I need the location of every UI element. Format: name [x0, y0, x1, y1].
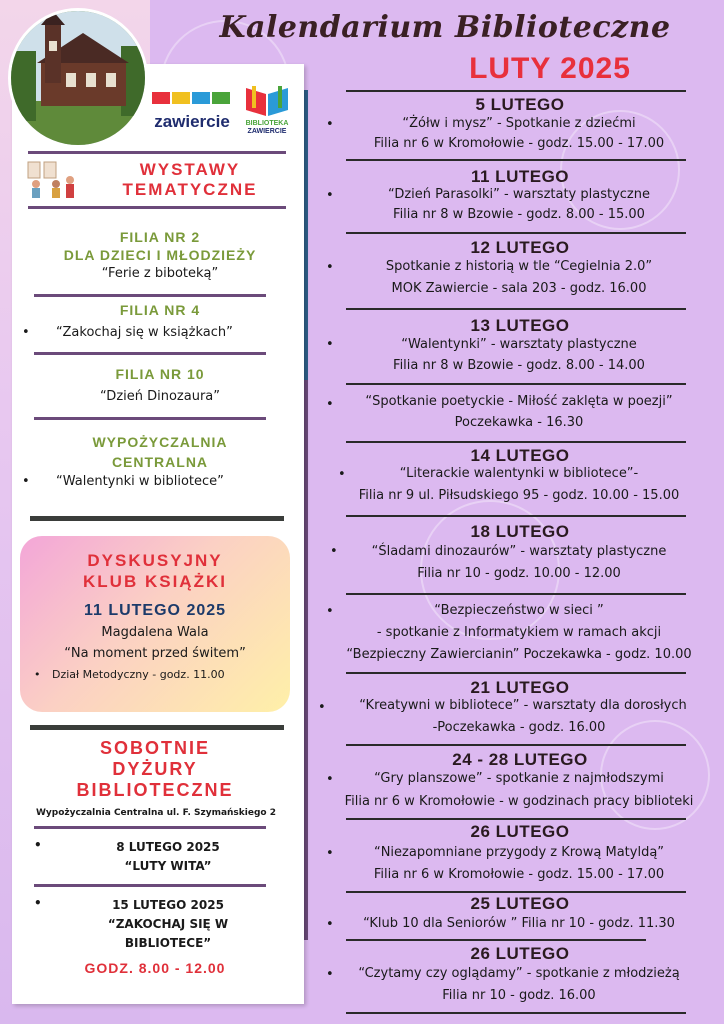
event-title: “Niezapomniane przygody z Krową Matyldą” [373, 845, 665, 860]
event-title: “Spotkanie poetyckie - Miłość zaklęta w poezji” [365, 394, 673, 409]
event-date: 24 - 28 LUTEGO [452, 750, 588, 769]
rule [346, 441, 686, 443]
people-figures-icon [26, 160, 76, 200]
divider [28, 151, 286, 154]
filia4-title: FILIA NR 4 [119, 302, 201, 318]
zawiercie-logo: zawiercie [150, 88, 232, 136]
event-title: Spotkanie z historią w tle “Cegielnia 2.0” [385, 259, 653, 274]
event-title: “Śladami dinozaurów” - warsztaty plastyczne [371, 544, 667, 559]
divider [34, 352, 266, 355]
rule [346, 308, 686, 310]
saturday-place: Wypożyczalnia Centralna ul. F. Szymańskiego 2 [35, 808, 276, 818]
event-date: 18 LUTEGO [470, 522, 570, 541]
bullet: • [326, 117, 334, 132]
bullet: • [326, 846, 334, 861]
book-club-author: Magdalena Wala [101, 625, 209, 640]
bullet: • [326, 917, 334, 932]
bullet: • [326, 967, 334, 982]
event-details: Filia nr 8 w Bzowie - godz. 8.00 - 15.00 [393, 207, 645, 222]
saturday-title: SOBOTNIE DYŻURY BIBLIOTECZNE [76, 738, 234, 800]
event-details: MOK Zawiercie - sala 203 - godz. 16.00 [391, 281, 647, 296]
event-details: “Bezpieczny Zawiercianin” Poczekawka - godz. 10.00 [346, 647, 692, 662]
bullet: • [330, 544, 338, 559]
rule [346, 1012, 686, 1014]
rule [346, 939, 646, 941]
rule [346, 672, 686, 674]
rule [346, 593, 686, 595]
library-building-photo [8, 8, 148, 148]
event-title: “Gry planszowe” - spotkanie z najmłodszymi [374, 771, 664, 786]
filia10-event: “Dzień Dinozaura” [99, 389, 221, 404]
book-club-book: “Na moment przed świtem” [64, 646, 246, 661]
bullet: • [326, 772, 334, 787]
event-title: “Bezpieczeństwo w sieci ” [434, 603, 604, 618]
event-details: Poczekawka - 16.30 [454, 415, 584, 430]
event-date: 26 LUTEGO [470, 944, 570, 963]
event-title: “Kreatywni w bibliotece” - warsztaty dla dorosłych [359, 698, 687, 713]
event-details: Filia nr 6 w Kromołowie - godz. 15.00 - 17.00 [373, 136, 665, 151]
event-date: 11 LUTEGO [470, 167, 570, 186]
event-details: Filia nr 10 - godz. 16.00 [442, 988, 596, 1003]
event-details: - spotkanie z Informatykiem w ramach akcji [376, 625, 662, 640]
event-title: “Czytamy czy oglądamy” - spotkanie z młodzieżą [358, 966, 680, 981]
bullet: • [318, 700, 326, 715]
library-logo: BIBLIOTEKA ZAWIERCIE [242, 84, 292, 142]
page-subtitle: LUTY 2025 [469, 52, 631, 85]
event-date: 21 LUTEGO [470, 678, 570, 697]
filia10-title: FILIA NR 10 [115, 366, 205, 382]
event-details: Filia nr 6 w Kromołowie - w godzinach pracy biblioteki [344, 794, 694, 809]
divider [34, 417, 266, 420]
rule [346, 383, 686, 385]
event-details: Filia nr 8 w Bzowie - godz. 8.00 - 14.00 [393, 358, 645, 373]
rule [346, 744, 686, 746]
event-date: 26 LUTEGO [470, 822, 570, 841]
rule [346, 232, 686, 234]
filia2-event: “Ferie z biboteką” [101, 266, 219, 281]
divider-thick [30, 516, 284, 521]
divider [28, 206, 286, 209]
page-title: Kalendarium Biblioteczne [219, 10, 671, 45]
event-details: Filia nr 10 - godz. 10.00 - 12.00 [417, 566, 621, 581]
event-details: Filia nr 9 ul. Piłsudskiego 95 - godz. 10.00 - 15.00 [358, 488, 680, 503]
event-date: 13 LUTEGO [470, 316, 570, 335]
event-title: “Żółw i mysz” - Spotkanie z dziećmi [402, 116, 636, 131]
saturday-hours: GODZ. 8.00 - 12.00 [84, 960, 226, 976]
event-title: “Literackie walentynki w bibliotece”- [399, 466, 639, 481]
event-date: 12 LUTEGO [470, 238, 570, 257]
divider-thick [30, 725, 284, 730]
event-title: “Dzień Parasolki” - warsztaty plastyczne [388, 187, 650, 202]
filia2-title: FILIA NR 2 DLA DZIECI I MŁODZIEŻY [63, 229, 257, 263]
event-details: -Poczekawka - godz. 16.00 [432, 720, 606, 735]
divider [34, 826, 266, 829]
event-date: 14 LUTEGO [470, 446, 570, 465]
book-club-date: 11 LUTEGO 2025 [83, 602, 227, 619]
rule [346, 159, 686, 161]
event-date: 25 LUTEGO [470, 894, 570, 913]
rule [346, 818, 686, 820]
bullet: • [326, 337, 334, 352]
event-title: “Klub 10 dla Seniorów ” Filia nr 10 - godz. 11.30 [363, 916, 675, 931]
rule [346, 891, 686, 893]
exhibitions-title: WYSTAWY TEMATYCZNE [122, 160, 258, 199]
rule [346, 515, 686, 517]
event-date: 5 LUTEGO [475, 95, 565, 114]
bullet: • [338, 467, 346, 482]
rule [346, 90, 686, 92]
bullet: • [326, 604, 334, 619]
divider [34, 294, 266, 297]
bullet: • [326, 397, 334, 412]
bullet: • [326, 188, 334, 203]
event-details: Filia nr 6 w Kromołowie - godz. 15.00 - 17.00 [373, 867, 665, 882]
book-club-title: DYSKUSYJNY KLUB KSIĄŻKI [83, 551, 227, 591]
bullet: • [326, 260, 334, 275]
divider [34, 884, 266, 887]
central-title: WYPOŻYCZALNIA CENTRALNA [92, 434, 228, 470]
event-title: “Walentynki” - warsztaty plastyczne [401, 337, 637, 352]
